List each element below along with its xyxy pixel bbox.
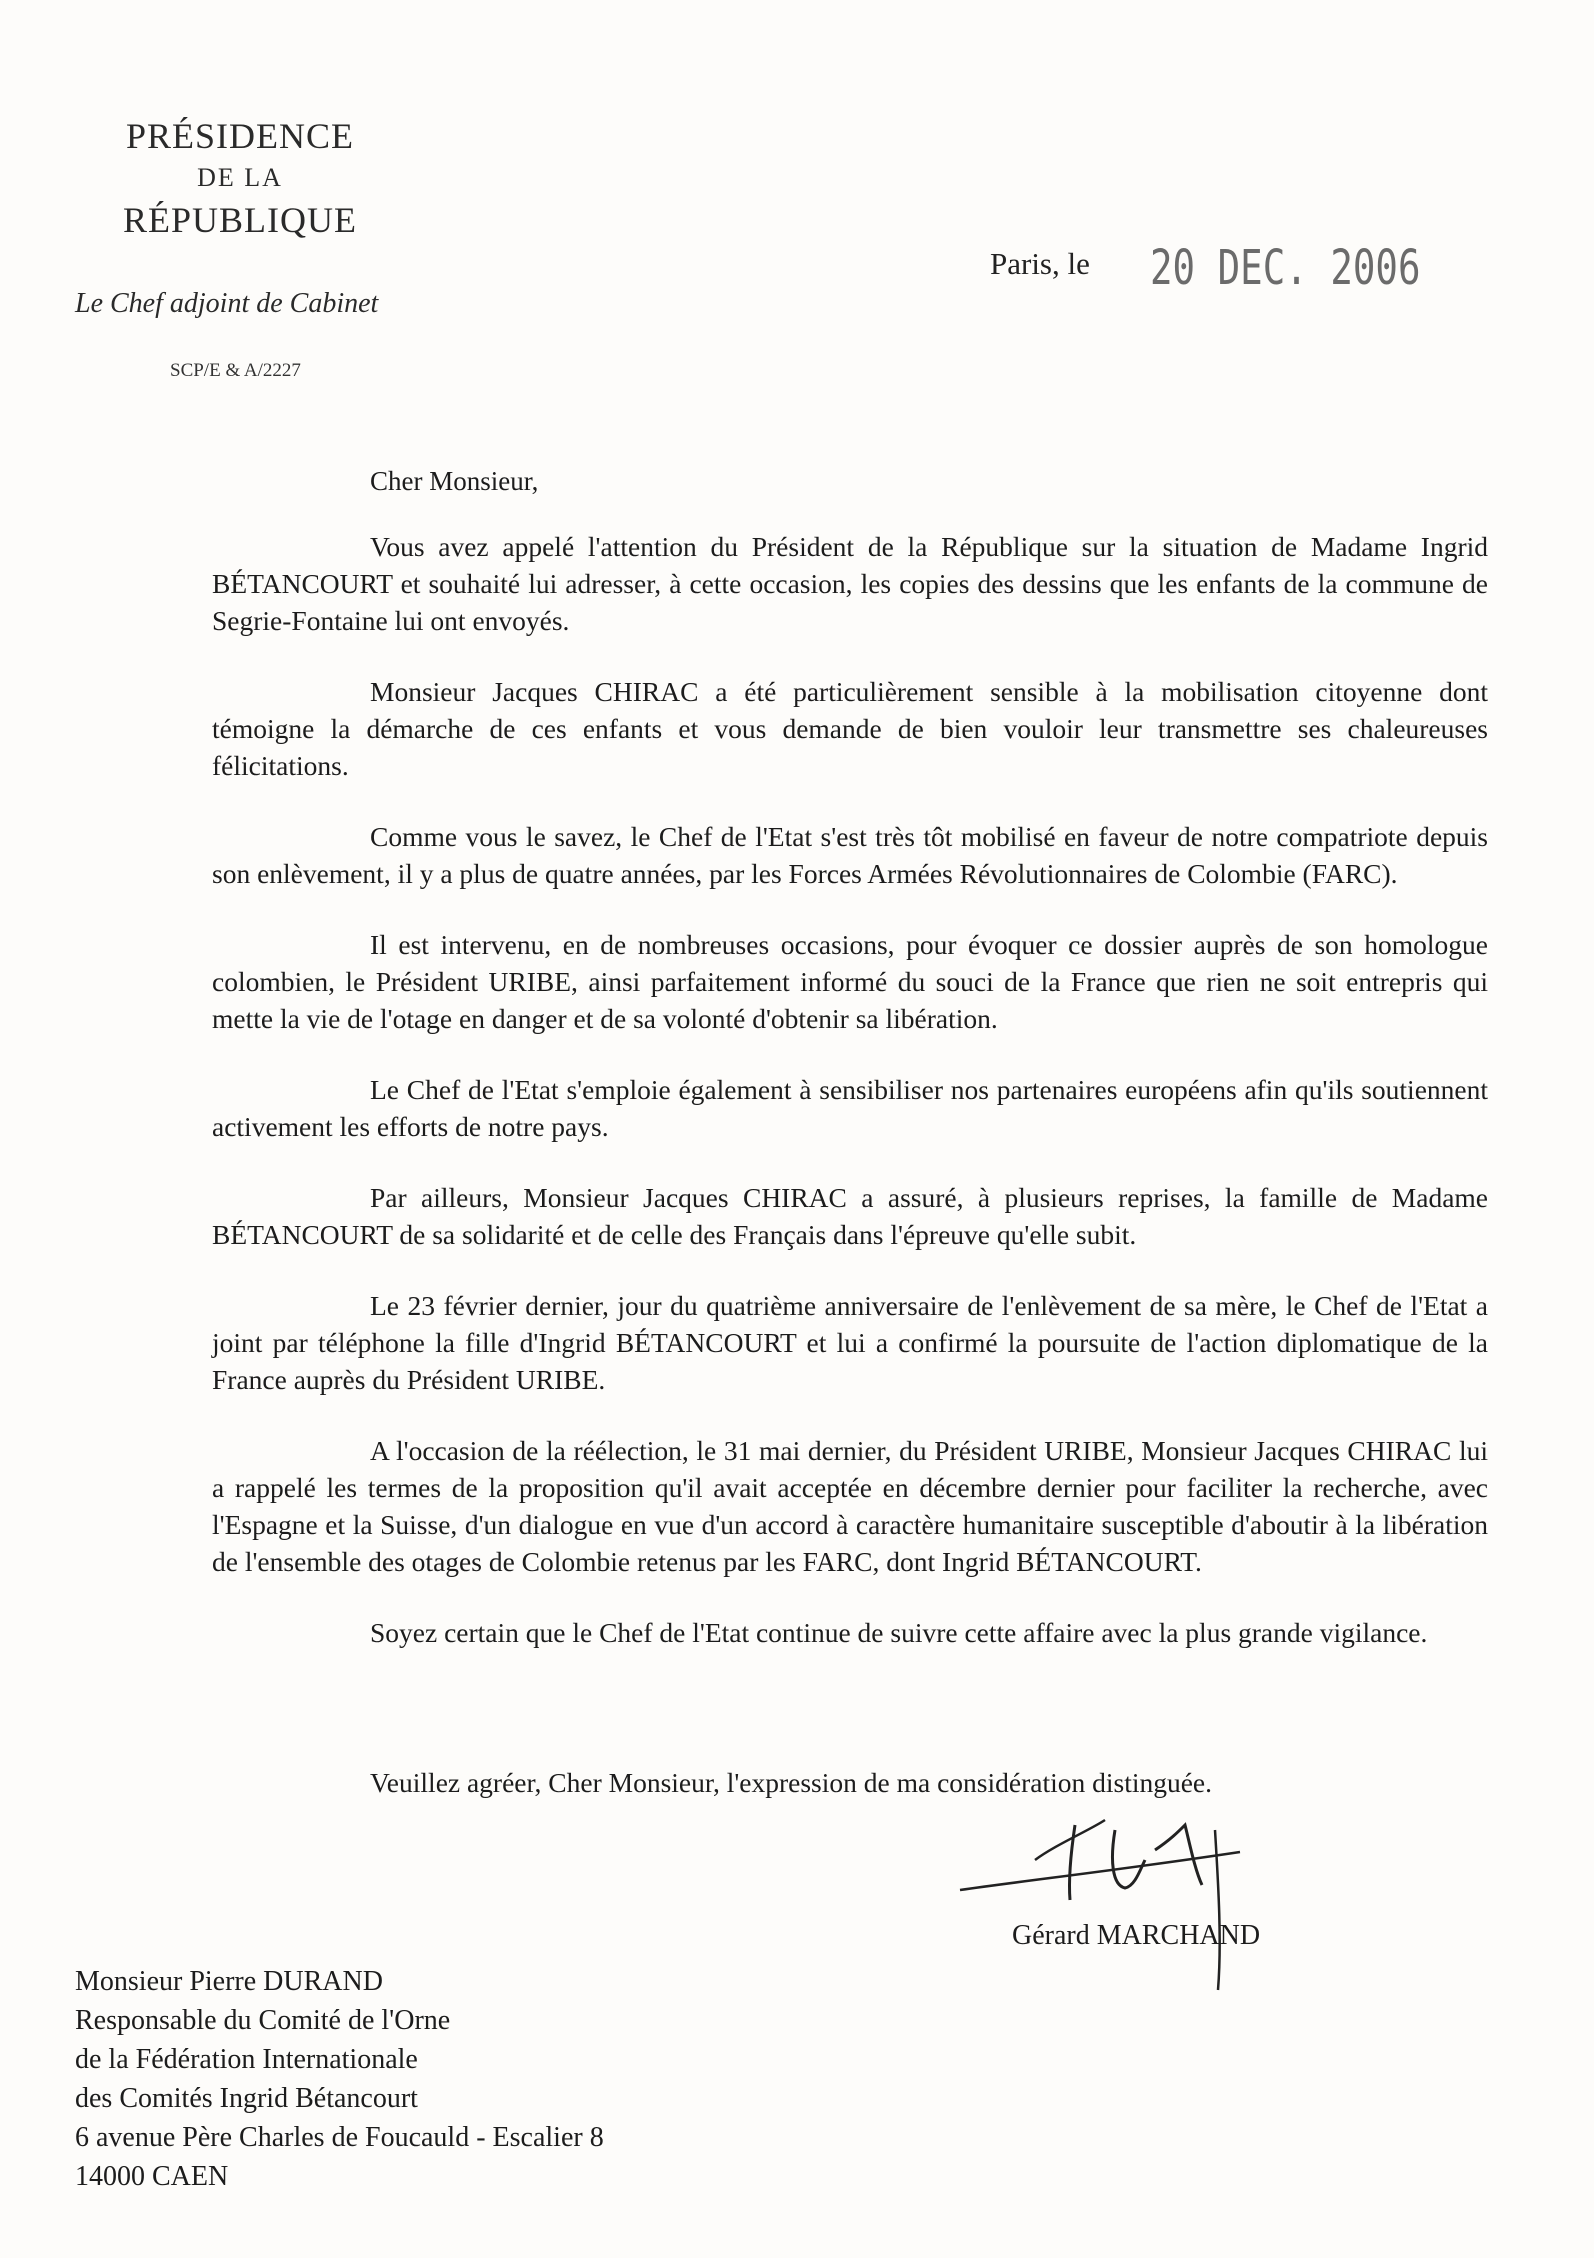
body-paragraph: Vous avez appelé l'attention du Président de la République sur la situation de Madame Ingrid BÉTANCOURT et souhaité lui adresser, à cette occasion, les copies des dessins que les enfants de la commune de Segrie-Fontaine lui ont envoyés. — [212, 531, 1488, 636]
body-paragraph: Par ailleurs, Monsieur Jacques CHIRAC a assuré, à plusieurs reprises, la famille de Madame BÉTANCOURT de sa solidarité et de celle des Français dans l'épreuve qu'elle subit. — [212, 1182, 1488, 1250]
letterhead — [70, 112, 410, 244]
address-line: 14000 CAEN — [75, 2161, 229, 2192]
date-stamp: 20 DEC. 2006 — [1150, 240, 1421, 296]
salutation: Cher Monsieur, — [370, 466, 539, 496]
office-title: Le Chef adjoint de Cabinet — [75, 288, 379, 319]
letter-body — [212, 528, 1488, 1685]
letterhead-line1: PRÉSIDENCE — [125, 116, 355, 156]
body-paragraph: Comme vous le savez, le Chef de l'Etat s'est très tôt mobilisé en faveur de notre compatriote depuis son enlèvement, il y a plus de quatre années, par les Forces Armées Révolutionnaires de Colombie (FARC). — [212, 821, 1488, 889]
address-line: Responsable du Comité de l'Orne — [75, 2005, 451, 2036]
address-line: des Comités Ingrid Bétancourt — [75, 2083, 418, 2114]
body-paragraph: Le 23 février dernier, jour du quatrième anniversaire de l'enlèvement de sa mère, le Chef de l'Etat a joint par téléphone la fille d'Ingrid BÉTANCOURT et lui a confirmé la poursuite de l'action diplomatique de la France auprès du Président URIBE. — [212, 1290, 1488, 1395]
address-line: 6 avenue Père Charles de Foucauld - Escalier 8 — [75, 2122, 604, 2153]
letterhead-line2: DE LA — [197, 163, 283, 192]
body-paragraph: Monsieur Jacques CHIRAC a été particulièrement sensible à la mobilisation citoyenne dont témoigne la démarche de ces enfants et vous demande de bien vouloir leur transmettre ses chaleureuses félicitations. — [212, 676, 1488, 781]
handwritten-signature — [940, 1790, 1320, 2000]
closing-formula: Veuillez agréer, Cher Monsieur, l'expression de ma considération distinguée. — [370, 1767, 1213, 1798]
body-paragraph: Il est intervenu, en de nombreuses occasions, pour évoquer ce dossier auprès de son homologue colombien, le Président URIBE, ainsi parfaitement informé du souci de la France que rien ne soit entrepris qui mette la vie de l'otage en danger et de sa volonté d'obtenir sa libération. — [212, 929, 1488, 1034]
reference-number: SCP/E & A/2227 — [170, 360, 301, 381]
body-paragraph: Soyez certain que le Chef de l'Etat continue de suivre cette affaire avec la plus grande vigilance. — [370, 1617, 1428, 1648]
address-line: Monsieur Pierre DURAND — [75, 1966, 383, 1997]
recipient-address — [75, 1962, 604, 2196]
address-line: de la Fédération Internationale — [75, 2044, 418, 2075]
letterhead-line3: RÉPUBLIQUE — [123, 200, 357, 240]
date-place: Paris, le — [990, 246, 1090, 281]
body-paragraph: A l'occasion de la réélection, le 31 mai dernier, du Président URIBE, Monsieur Jacques CHIRAC lui a rappelé les termes de la proposition qu'il avait acceptée en décembre dernier pour faciliter la recherche, avec l'Espagne et la Suisse, d'un dialogue en vue d'un accord à caractère humanitaire susceptible d'aboutir à la libération de l'ensemble des otages de Colombie retenus par les FARC, dont Ingrid BÉTANCOURT. — [212, 1435, 1488, 1577]
body-paragraph: Le Chef de l'Etat s'emploie également à sensibiliser nos partenaires européens afin qu'ils soutiennent activement les efforts de notre pays. — [212, 1074, 1488, 1142]
signatory-name: Gérard MARCHAND — [1012, 1920, 1261, 1951]
